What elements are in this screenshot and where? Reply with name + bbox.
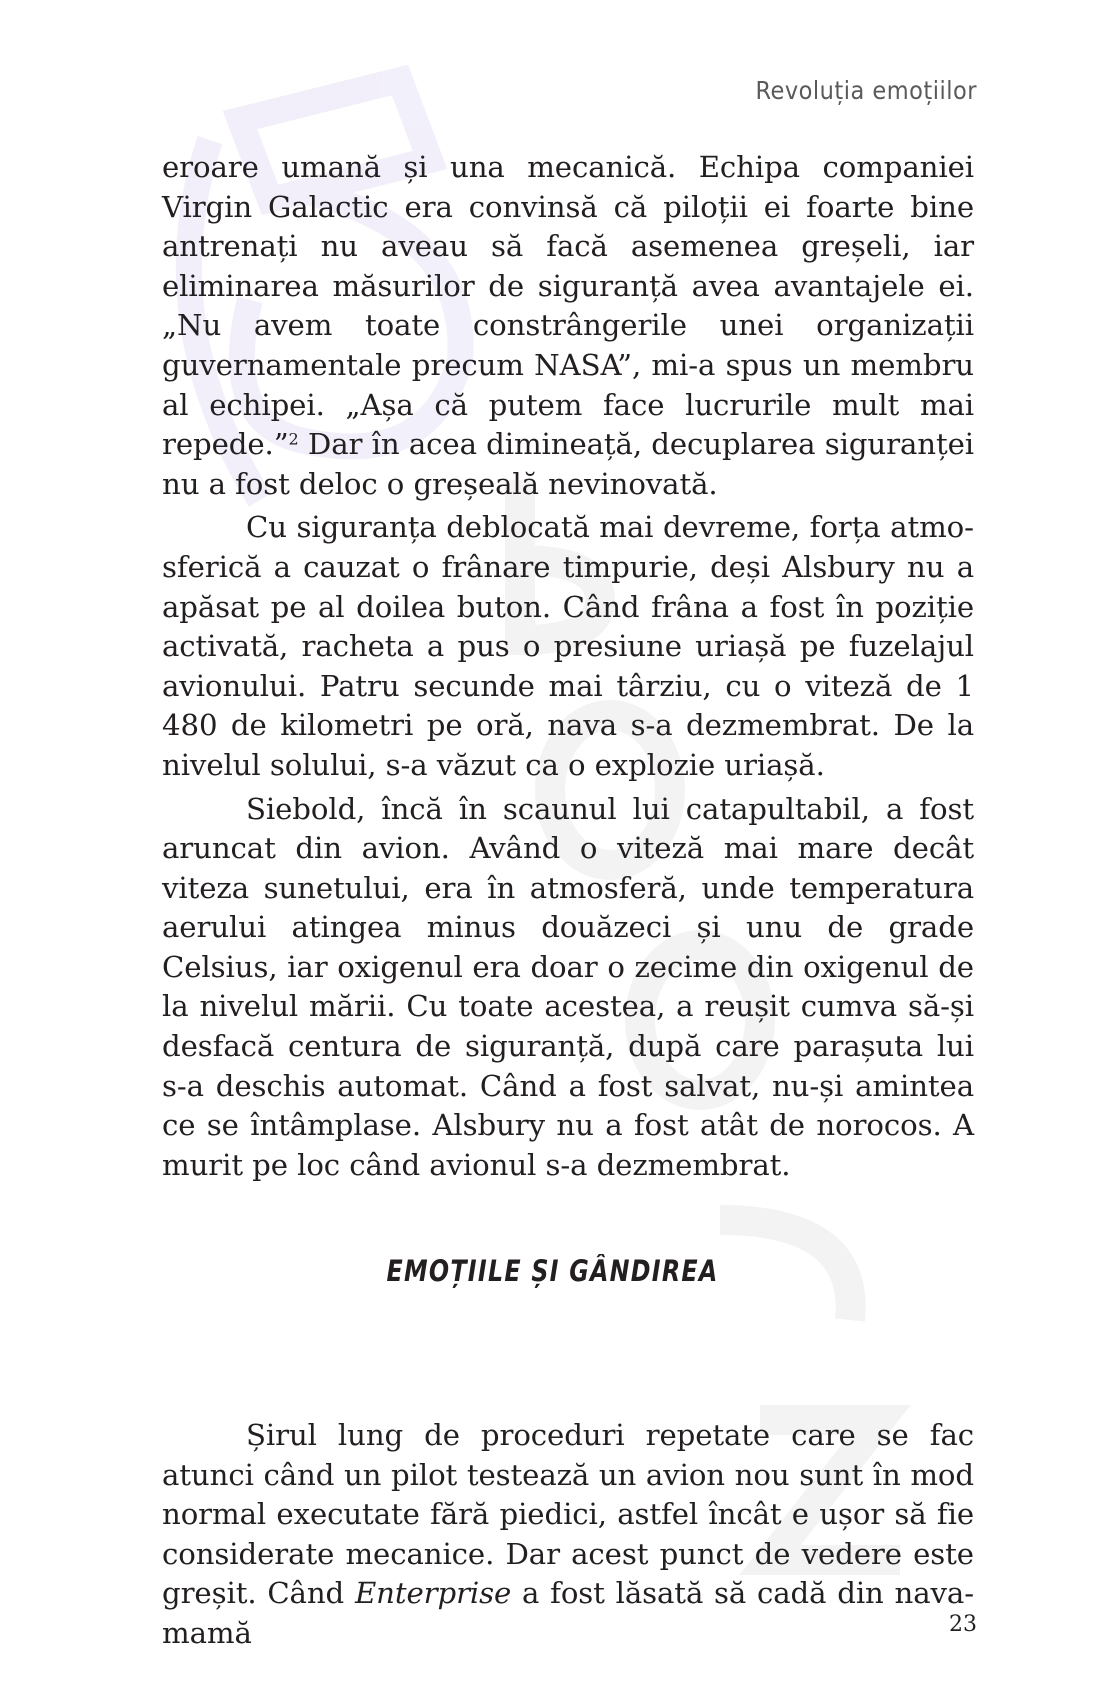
text-run: Dar în acea dimineață, decuplarea siguranței nu a fost deloc o greșeală nevinovată. xyxy=(162,427,974,501)
text-run: eroare umană și una mecanică. Echipa companiei Virgin Galactic era convinsă că piloții ei foarte bine antrenați nu aveau să facă asemenea greșeli, iar eliminarea măsurilor de siguranță avea avantajele ei. „Nu avem toate constrângerile unei organizații guvernamentale precum NASA”, mi-a spus un membru al echipei. „Așa că putem face lucrurile mult mai repede.” xyxy=(162,150,974,462)
page-number: 23 xyxy=(949,1612,977,1637)
section-heading: EMOȚIILE ȘI GÂNDIREA xyxy=(386,1254,719,1288)
paragraph xyxy=(162,790,974,1186)
footnote-reference: 2 xyxy=(288,429,299,449)
text-run: a fost lăsată să cadă din nava-mamă xyxy=(162,1576,974,1650)
body-text-after-heading xyxy=(162,1412,974,1654)
paragraph xyxy=(162,1416,974,1654)
text-run: Cu siguranța deblocată mai devreme, forța atmosferică a cauzat o frânare timpurie, deși Alsbury nu a apăsat pe al doilea buton. Când frâna a fost în poziție activată, racheta a pus o presiune uriașă pe fuzelajul avionului. Patru secunde mai târziu, cu o viteză de 1 480 de kilometri pe oră, nava s-a dezmembrat. De la nivelul solului, s-a văzut ca o explozie uriașă. xyxy=(162,510,974,782)
paragraph xyxy=(162,508,974,785)
italic-title: Enterprise xyxy=(354,1576,512,1611)
text-run: Siebold, încă în scaunul lui catapultabil, a fost aruncat din avion. Având o viteză mai mare decât viteza sunetului, era în atmosferă, unde temperatura aerului atingea minus douăzeci și unu de grade Celsius, iar oxigenul era doar o zecime din oxigenul de la nivelul mării. Cu toate acestea, a reușit cumva să-și desfacă centura de siguranță, după care parașuta lui s-a deschis automat. Când a fost salvat, nu-și amintea ce se întâmplase. Alsbury nu a fost atât de norocos. A murit pe loc când avionul s-a dezmembrat. xyxy=(162,791,974,1182)
running-header-title: Revoluția emoțiilor xyxy=(755,76,977,105)
text-run: Șirul lung de proceduri repetate care se fac atunci când un pilot testează un avion nou sunt în mod normal executate fără piedici, astfel încât e ușor să fie considerate mecanice. Dar acest punct de vedere este greșit. Când xyxy=(162,1418,974,1611)
paragraph xyxy=(162,148,974,504)
body-text-before-heading xyxy=(162,148,974,1185)
